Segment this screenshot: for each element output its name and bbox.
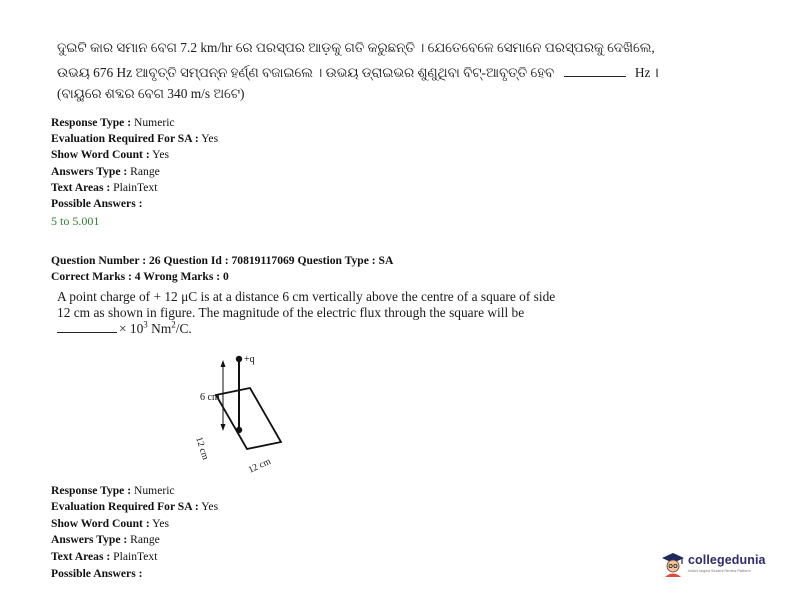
answers-type-row xyxy=(51,533,160,546)
text-areas-value: PlainText xyxy=(113,181,158,194)
show-word-count-label: Show Word Count : xyxy=(51,148,150,161)
possible-answers-row xyxy=(51,197,142,210)
response-type-label: Response Type : xyxy=(51,116,132,129)
brand-name[interactable]: collegedunia xyxy=(688,553,766,567)
q25-line-1: ଦୁଇଟି କାର ସମାନ ବେଗ 7.2 km/hr ରେ ପରସ୍ପର ଆଡ଼କୁ ଗତି କରୁଛନ୍ତି । ଯେତେବେଳେ ସେମାନେ ପରସ୍ପରକୁ ଦେଖିଲେ, xyxy=(57,40,655,55)
charge-label: +q xyxy=(244,354,255,365)
q26-line-2: 12 cm as shown in figure. The magnitude of the electric flux through the square will be xyxy=(57,305,525,320)
eval-required-value: Yes xyxy=(201,500,219,513)
distance-label: 6 cm xyxy=(200,392,220,403)
side-label-bottom: 12 cm xyxy=(247,456,273,476)
response-type-row xyxy=(51,116,175,129)
q26-multiplier: × 10 xyxy=(119,321,144,336)
text-areas-label: Text Areas : xyxy=(51,181,111,194)
q26-unit: Nm xyxy=(151,321,172,336)
point-charge xyxy=(236,356,242,362)
q25-line-2-text: ଉଭୟ 676 Hz ଆବୃତ୍ତି ସମ୍ପନ୍ନ ହର୍ଣ୍ଣ ବଜାଇଲେ । ଉଭୟ ଡ୍ରାଇଭର ଶୁଣୁଥିବା ବିଟ୍-ଆବୃତ୍ତି ହେବ xyxy=(57,65,555,80)
side-label-left: 12 cm xyxy=(193,435,210,462)
response-type-label: Response Type : xyxy=(51,484,132,497)
possible-answers-row xyxy=(51,567,142,580)
q26-unit-tail: /C. xyxy=(175,321,192,336)
possible-answers-label: Possible Answers : xyxy=(51,197,143,210)
q26-exponent: 3 xyxy=(143,319,148,330)
text-areas-row xyxy=(51,550,157,563)
response-type-row xyxy=(51,484,175,497)
q26-line-1: A point charge of + 12 μC is at a distance 6 cm vertically above the centre of a square of side xyxy=(57,289,556,304)
q25-line-2-unit: Hz । xyxy=(634,65,659,80)
q25-line-2 xyxy=(57,63,659,81)
answer-blank xyxy=(57,323,117,333)
question-header-line-1: Question Number : 26 Question Id : 70819117069 Question Type : SA xyxy=(51,254,394,267)
eval-required-value: Yes xyxy=(201,132,219,145)
answer-blank xyxy=(564,67,626,77)
question-header-line-2: Correct Marks : 4 Wrong Marks : 0 xyxy=(51,270,229,283)
show-word-count-label: Show Word Count : xyxy=(51,517,150,530)
eval-required-label: Evaluation Required For SA : xyxy=(51,500,199,513)
eval-required-row xyxy=(51,132,218,145)
show-word-count-row xyxy=(51,517,169,530)
answers-type-label: Answers Type : xyxy=(51,165,128,178)
show-word-count-row xyxy=(51,148,169,161)
answers-type-label: Answers Type : xyxy=(51,533,128,546)
show-word-count-value: Yes xyxy=(152,517,170,530)
q26-line-3 xyxy=(57,321,192,337)
answers-type-value: Range xyxy=(130,165,160,178)
arrow-head-up-icon xyxy=(221,360,226,367)
brand-tagline: India's largest Student Review Platform xyxy=(688,569,751,573)
text-areas-value: PlainText xyxy=(113,550,158,563)
text-areas-label: Text Areas : xyxy=(51,550,111,563)
possible-answers-label: Possible Answers : xyxy=(51,567,143,580)
q25-line-3: (ବାୟୁରେ ଶବ୍ଦର ବେଗ 340 m/s ଅଟେ) xyxy=(57,86,245,101)
eval-required-label: Evaluation Required For SA : xyxy=(51,132,199,145)
answers-type-value: Range xyxy=(130,533,160,546)
show-word-count-value: Yes xyxy=(152,148,170,161)
response-type-value: Numeric xyxy=(134,484,175,497)
possible-answers-value: 5 to 5.001 xyxy=(51,214,100,228)
charge-square-figure xyxy=(180,340,300,480)
answers-type-row xyxy=(51,165,160,178)
square-plate xyxy=(216,388,281,449)
graduate-avatar-icon xyxy=(661,552,685,578)
response-type-value: Numeric xyxy=(134,116,175,129)
square-centre-point xyxy=(236,427,242,433)
eval-required-row xyxy=(51,500,218,513)
arrow-head-down-icon xyxy=(221,424,226,431)
text-areas-row xyxy=(51,181,157,194)
q26-unit-exponent: 2 xyxy=(171,319,176,330)
